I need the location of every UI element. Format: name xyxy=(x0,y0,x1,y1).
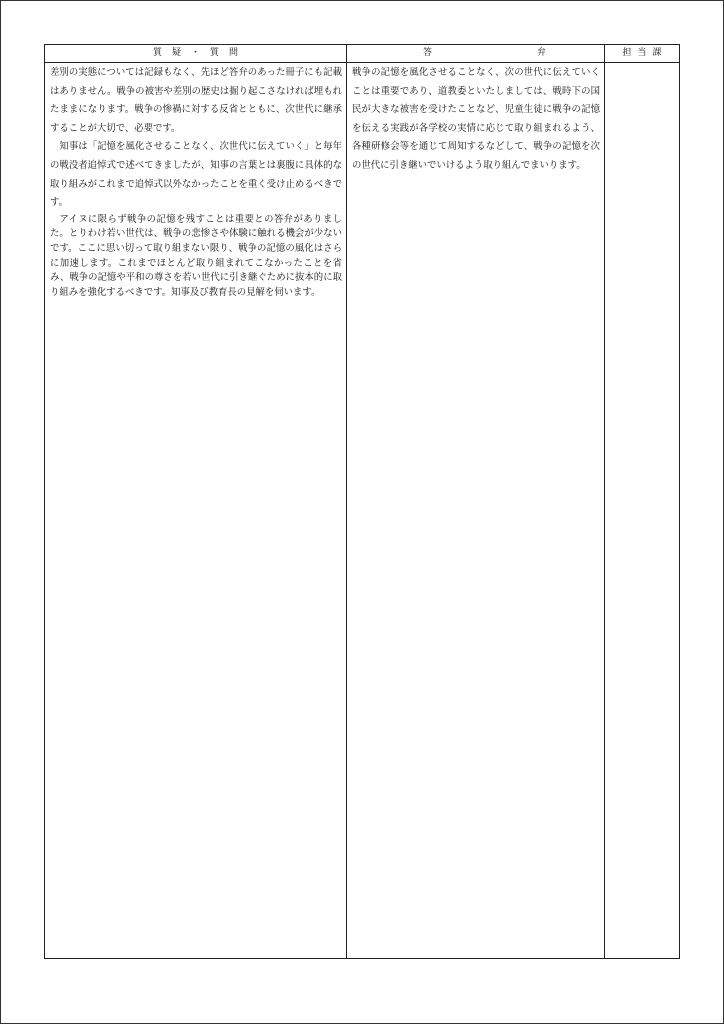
answer-header-label-left: 答 xyxy=(423,48,433,58)
answer-paragraph-1: 戦争の記憶を風化させることなく、次の世代に伝えていくことは重要であり、道教委といたしましては、戦時下の国民が大きな被害を受けたことなど、児童生徒に戦争の記憶を伝える実践が各学校の実情に応じて取り組まれるよう、各種研修会等を通じて周知するなどして、戦争の記憶を次の世代に引き継いでいけるよう取り組んでまいります。 xyxy=(352,67,600,171)
department-column-header xyxy=(605,45,679,63)
qa-table xyxy=(44,44,680,959)
question-header-label: 質疑・質問 xyxy=(152,48,248,58)
question-cell xyxy=(45,63,347,958)
question-paragraph-2: 知事は「記憶を風化させることなく、次世代に伝えていく」と毎年の戦没者追悼式で述べてきましたが、知事の言葉とは裏腹に具体的な取り組みがこれまで追悼式以外なかったことを重く受け止めるべきです。 xyxy=(50,141,342,209)
question-paragraph-3: アイヌに限らず戦争の記憶を残すことは重要との答弁がありました。とりわけ若い世代は、戦争の悲惨さや体験に触れる機会が少ないです。ここに思い切って取り組まない限り、戦争の記憶の風化はさらに加速します。これまでほとんど取り組まれてこなかったことを省み、戦争の記憶や平和の尊さを若い世代に引き継ぐために抜本的に取り組みを強化するべきです。知事及び教育長の見解を伺います。 xyxy=(50,213,342,298)
answer-header-label-right: 弁 xyxy=(536,48,546,58)
department-cell xyxy=(605,63,679,958)
question-paragraph-1: 差別の実態については記録もなく、先ほど答弁のあった冊子にも記載はありません。戦争の被害や差別の歴史は掘り起こさなければ埋もれたままになります。戦争の惨禍に対する反省とともに、次世代に継承することが大切で、必要です。 xyxy=(50,67,342,134)
answer-cell xyxy=(347,63,605,958)
answer-column-header xyxy=(347,45,605,63)
question-column-header xyxy=(45,45,347,63)
department-header-label: 担当課 xyxy=(622,48,668,58)
